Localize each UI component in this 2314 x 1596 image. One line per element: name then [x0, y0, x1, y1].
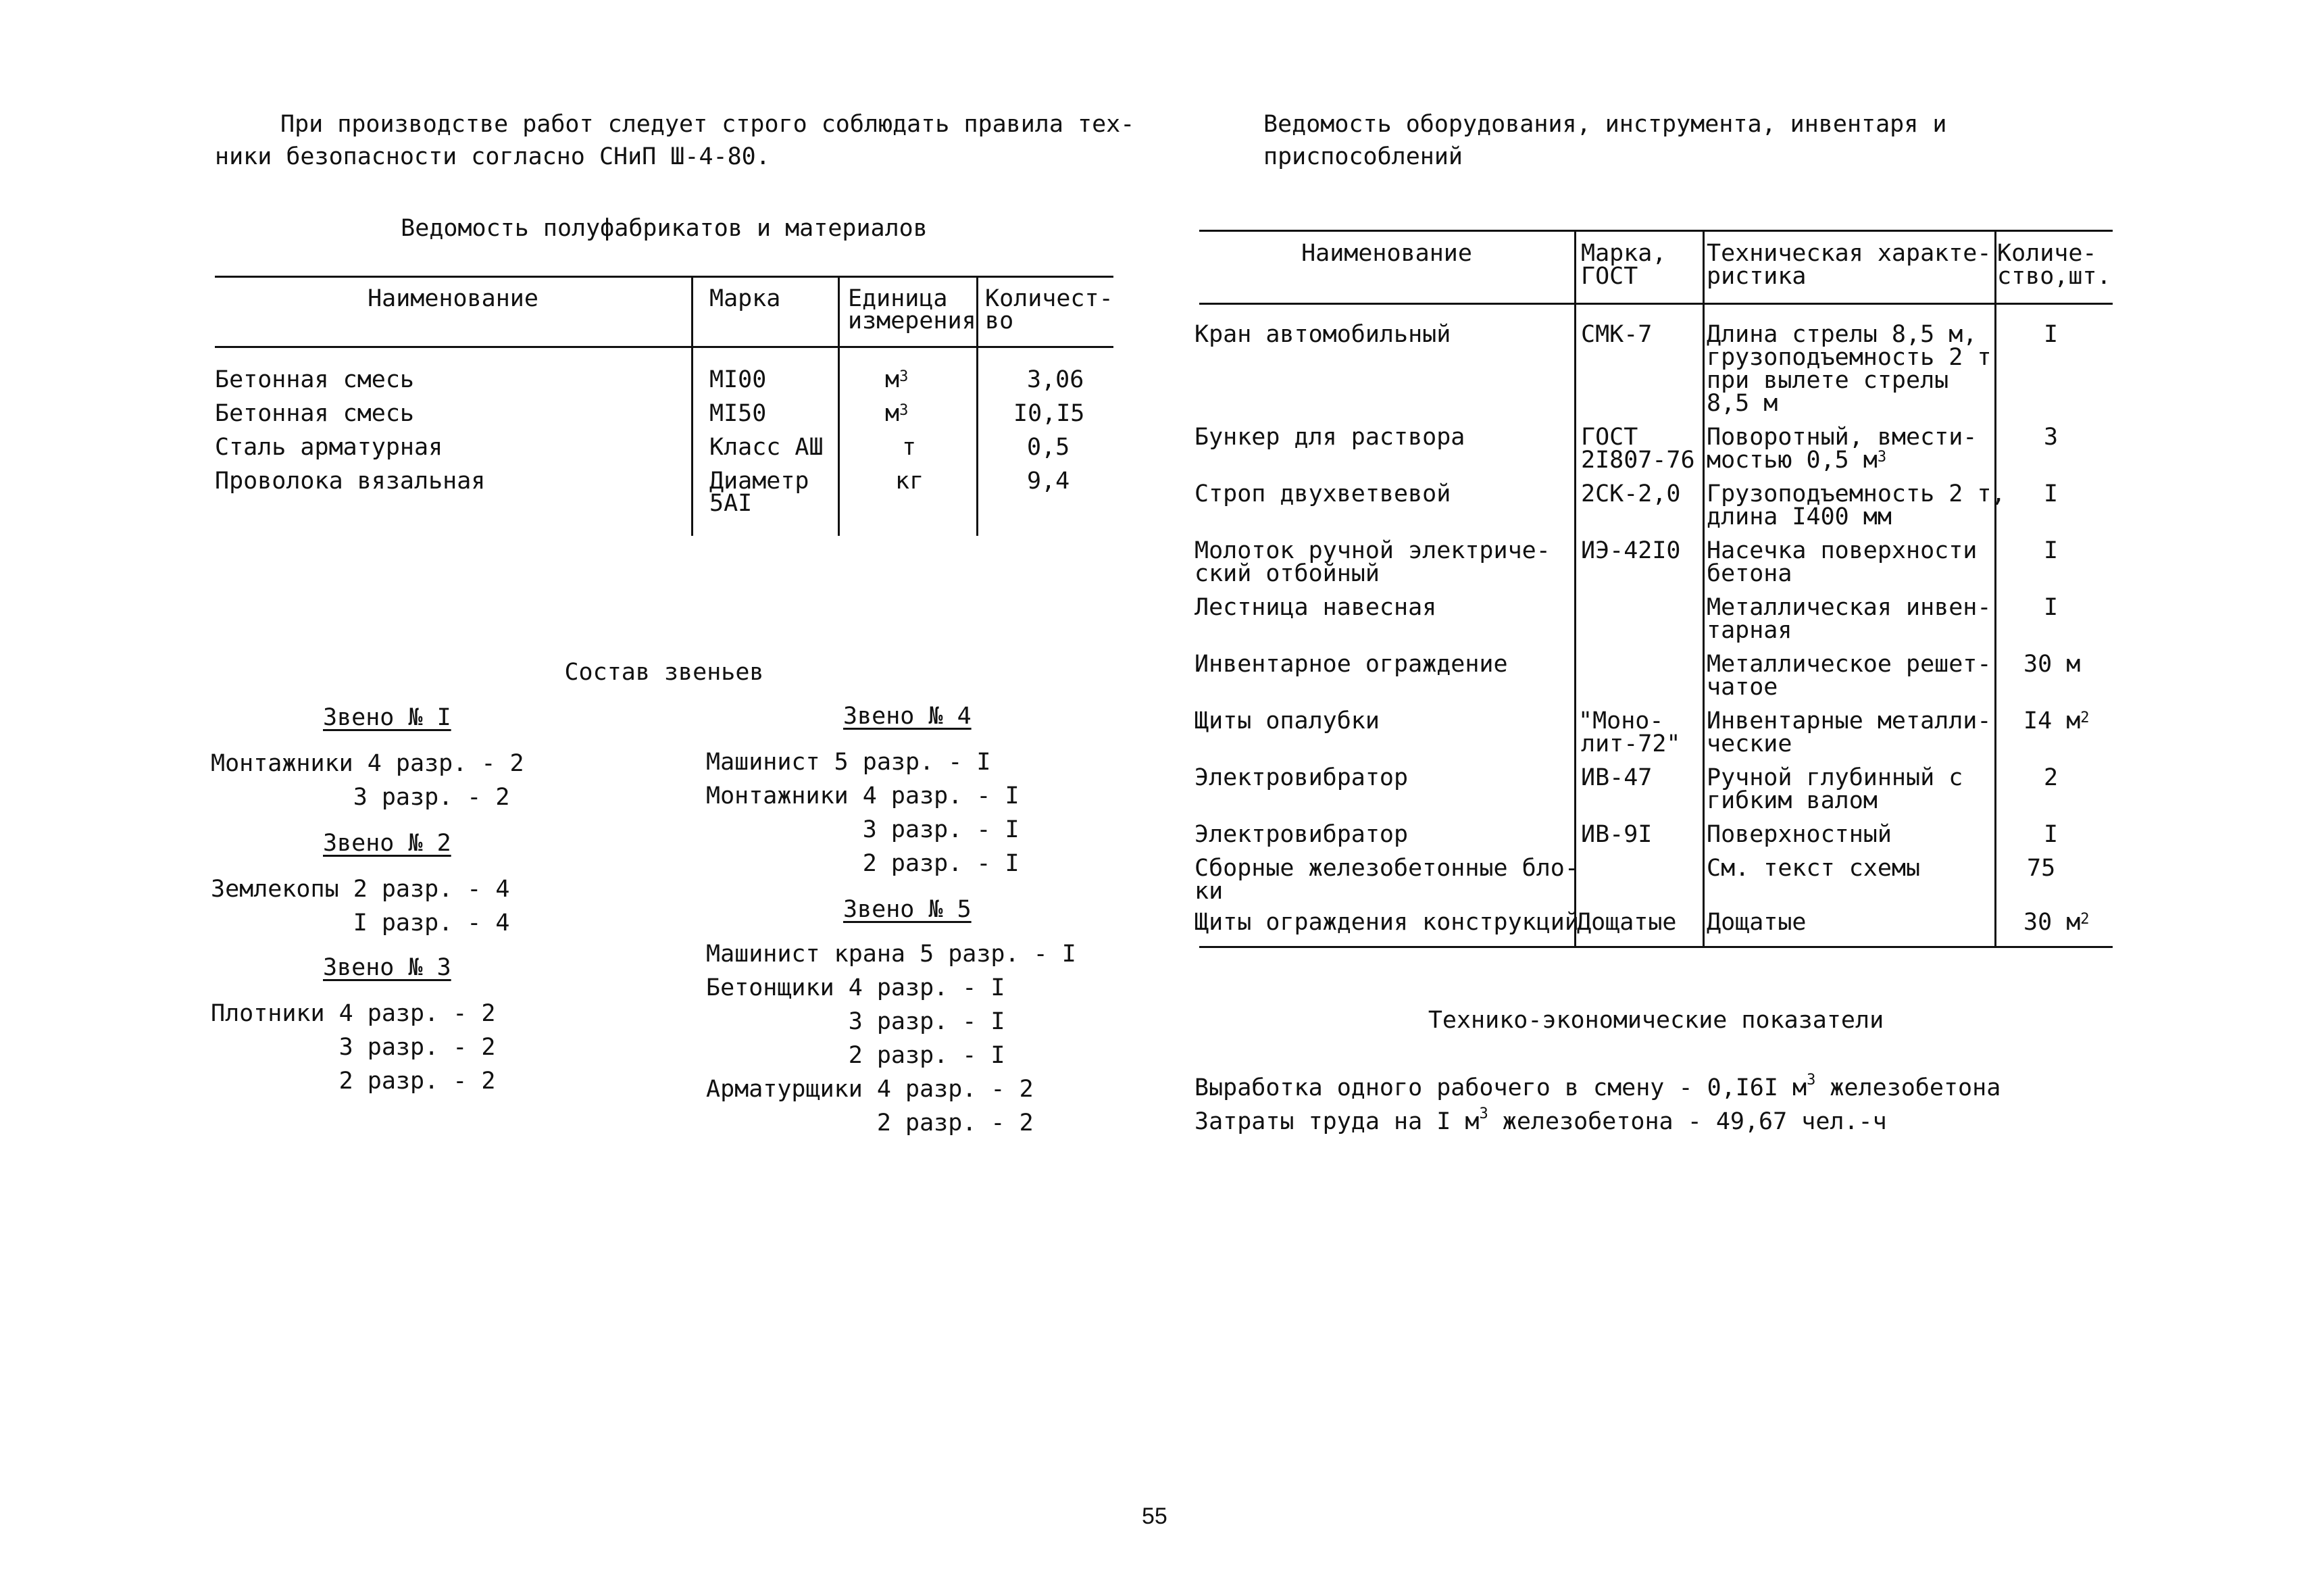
equipment-cell-spec: Грузоподъемность 2 т, [1707, 480, 2006, 507]
crew-1-line: 3 разр. - 2 [211, 784, 510, 811]
equipment-title-line-2: приспособлений [1263, 143, 1463, 170]
materials-cell-qty: I0,I5 [1013, 400, 1085, 427]
materials-cell-name: Проволока вязальная [215, 468, 486, 495]
equipment-cell-mark: ГОСТ [1581, 424, 1638, 451]
equipment-cell-qty: 30 $м^2$ [2023, 909, 2090, 936]
equipment-cell-mark: лит-72" [1581, 730, 1681, 757]
equipment-cell-qty: I [2044, 321, 2059, 348]
crew-2-line: Землекопы 2 разр. - 4 [211, 876, 510, 903]
materials-cell-unit: $м^3$ [885, 366, 909, 393]
equipment-cell-spec: Поверхностный [1707, 821, 1892, 848]
equipment-cell-spec: Дощатые [1707, 909, 1807, 936]
crew-5-title: Звено № 5 [843, 896, 972, 923]
crew-4-line: 3 разр. - I [706, 816, 1020, 843]
materials-header-name: Наименование [368, 285, 538, 312]
materials-cell-name: Сталь арматурная [215, 434, 443, 461]
equipment-cell-qty: I [2044, 821, 2059, 848]
equipment-cell-spec: См. текст схемы [1707, 855, 1921, 882]
safety-paragraph-line-1: При производстве работ следует строго соблюдать правила тех- [280, 111, 1135, 138]
crew-1-line: Монтажники 4 разр. - 2 [211, 750, 524, 777]
equipment-cell-spec: при вылете стрелы [1707, 367, 1949, 394]
tei-line-2: Затраты труда на I $м^3$ железобетона - 49,67 чел.-ч [1194, 1105, 1887, 1135]
equipment-cell-spec: грузоподъемность 2 т [1707, 344, 1992, 371]
equipment-cell-name: Электровибратор [1194, 821, 1409, 848]
equipment-title-line-1: Ведомость оборудования, инструмента, инвентаря и [1263, 111, 1947, 138]
materials-cell-qty: 3,06 [1027, 366, 1084, 393]
materials-cell-mark: Класс АШ [709, 434, 824, 461]
crew-3-line: 2 разр. - 2 [211, 1068, 496, 1095]
materials-header-unit: измерения [848, 307, 976, 334]
equipment-cell-qty: 2 [2044, 764, 2059, 791]
materials-cell-unit: т [902, 434, 917, 461]
equipment-cell-name: ский отбойный [1194, 560, 1380, 587]
equipment-cell-name: Строп двухветвевой [1194, 480, 1451, 507]
crew-2-title: Звено № 2 [323, 830, 451, 857]
materials-header-qty: во [985, 307, 1014, 334]
equipment-cell-mark: СМК-7 [1581, 321, 1653, 348]
equipment-cell-name: Лестница навесная [1194, 594, 1437, 621]
materials-table-title: Ведомость полуфабрикатов и материалов [401, 215, 928, 242]
equipment-cell-spec: чатое [1707, 674, 1778, 701]
equipment-cell-mark: 2СК-2,0 [1581, 480, 1681, 507]
equipment-cell-mark: 2I807-76 [1581, 447, 1695, 474]
materials-cell-qty: 9,4 [1027, 468, 1070, 495]
equipment-cell-spec: мостью 0,5 $м^3$ [1707, 447, 1887, 474]
equipment-cell-qty: 75 [2027, 855, 2056, 882]
equipment-cell-name: ки [1194, 878, 1224, 905]
equipment-cell-name: Щиты ограждения конструкций [1194, 909, 1579, 936]
equipment-cell-qty: I [2044, 594, 2059, 621]
equipment-cell-mark: ИЭ-42I0 [1581, 537, 1681, 564]
equipment-cell-spec: Длина стрелы 8,5 м, [1707, 321, 1978, 348]
equipment-header-spec: Техническая характе- [1707, 240, 1992, 267]
equipment-cell-qty: I4 $м^2$ [2023, 707, 2090, 734]
equipment-cell-name: Молоток ручной электриче- [1194, 537, 1551, 564]
equipment-cell-spec: ческие [1707, 730, 1792, 757]
equipment-cell-name: Сборные железобетонные бло- [1194, 855, 1579, 882]
materials-cell-mark: Диаметр [709, 468, 809, 495]
materials-cell-qty: 0,5 [1027, 434, 1070, 461]
crew-5-line: 2 разр. - I [706, 1042, 1005, 1069]
equipment-cell-spec: 8,5 м [1707, 390, 1778, 417]
equipment-cell-spec: Инвентарные металли- [1707, 707, 1992, 734]
materials-cell-mark: МI50 [709, 400, 767, 427]
equipment-cell-name: Электровибратор [1194, 764, 1409, 791]
materials-cell-unit: $м^3$ [885, 400, 909, 427]
equipment-cell-qty: I [2044, 480, 2059, 507]
materials-cell-mark: МI00 [709, 366, 767, 393]
crew-4-line: Монтажники 4 разр. - I [706, 782, 1020, 809]
equipment-cell-mark: "Моно- [1578, 707, 1664, 734]
crew-5-line: Арматурщики 4 разр. - 2 [706, 1076, 1034, 1103]
materials-cell-mark: 5АI [709, 490, 753, 517]
crew-5-line: Машинист крана 5 разр. - I [706, 941, 1076, 968]
equipment-cell-spec: гибким валом [1707, 787, 1878, 814]
equipment-cell-name: Кран автомобильный [1194, 321, 1451, 348]
equipment-cell-spec: Металлическая инвен- [1707, 594, 1992, 621]
materials-header-qty: Количест- [985, 285, 1113, 312]
crew-4-title: Звено № 4 [843, 703, 972, 730]
materials-header-unit: Единица [848, 285, 948, 312]
page-number: 55 [1142, 1503, 1167, 1529]
equipment-header-mark: ГОСТ [1581, 263, 1638, 290]
equipment-cell-name: Инвентарное ограждение [1194, 651, 1508, 678]
crew-2-line: I разр. - 4 [211, 909, 510, 937]
equipment-cell-qty: 30 м [2023, 651, 2081, 678]
equipment-cell-qty: I [2044, 537, 2059, 564]
equipment-cell-spec: Ручной глубинный с [1707, 764, 1963, 791]
crew-5-line: 2 разр. - 2 [706, 1109, 1034, 1137]
equipment-header-spec: ристика [1707, 263, 1807, 290]
equipment-header-mark: Марка, [1581, 240, 1667, 267]
crew-3-line: 3 разр. - 2 [211, 1034, 496, 1061]
safety-paragraph-line-2: ники безопасности согласно СНиП Ш-4-80. [215, 143, 770, 170]
crew-3-title: Звено № 3 [323, 954, 451, 981]
crew-5-line: 3 разр. - I [706, 1008, 1005, 1035]
equipment-header-qty: ство,шт. [1997, 263, 2111, 290]
materials-cell-name: Бетонная смесь [215, 400, 415, 427]
equipment-cell-spec: Поворотный, вмести- [1707, 424, 1978, 451]
equipment-cell-spec: длина I400 мм [1707, 503, 1892, 530]
equipment-cell-qty: 3 [2044, 424, 2059, 451]
crew-4-line: Машинист 5 разр. - I [706, 749, 991, 776]
equipment-cell-name: Бункер для раствора [1194, 424, 1465, 451]
equipment-cell-mark: ИВ-47 [1581, 764, 1653, 791]
crew-5-line: Бетонщики 4 разр. - I [706, 974, 1005, 1001]
equipment-cell-spec: бетона [1707, 560, 1792, 587]
equipment-cell-name: Щиты опалубки [1194, 707, 1380, 734]
equipment-header-name: Наименование [1301, 240, 1472, 267]
tei-line-1: Выработка одного рабочего в смену - 0,I6I $м^3$ железобетона [1194, 1072, 2001, 1101]
crew-1-title: Звено № I [323, 704, 451, 731]
crew-3-line: Плотники 4 разр. - 2 [211, 1000, 496, 1027]
equipment-header-qty: Количе- [1997, 240, 2097, 267]
equipment-cell-spec: Металлическое решет- [1707, 651, 1992, 678]
equipment-cell-mark: ИВ-9I [1581, 821, 1653, 848]
equipment-cell-spec: Насечка поверхности [1707, 537, 1978, 564]
crew-4-line: 2 разр. - I [706, 850, 1020, 877]
equipment-cell-mark: Дощатые [1577, 909, 1677, 936]
materials-header-mark: Марка [709, 285, 781, 312]
materials-cell-unit: кг [895, 468, 924, 495]
tei-title: Технико-экономические показатели [1428, 1007, 1884, 1034]
crews-title: Состав звеньев [564, 659, 764, 686]
equipment-cell-spec: тарная [1707, 617, 1792, 644]
materials-cell-name: Бетонная смесь [215, 366, 415, 393]
